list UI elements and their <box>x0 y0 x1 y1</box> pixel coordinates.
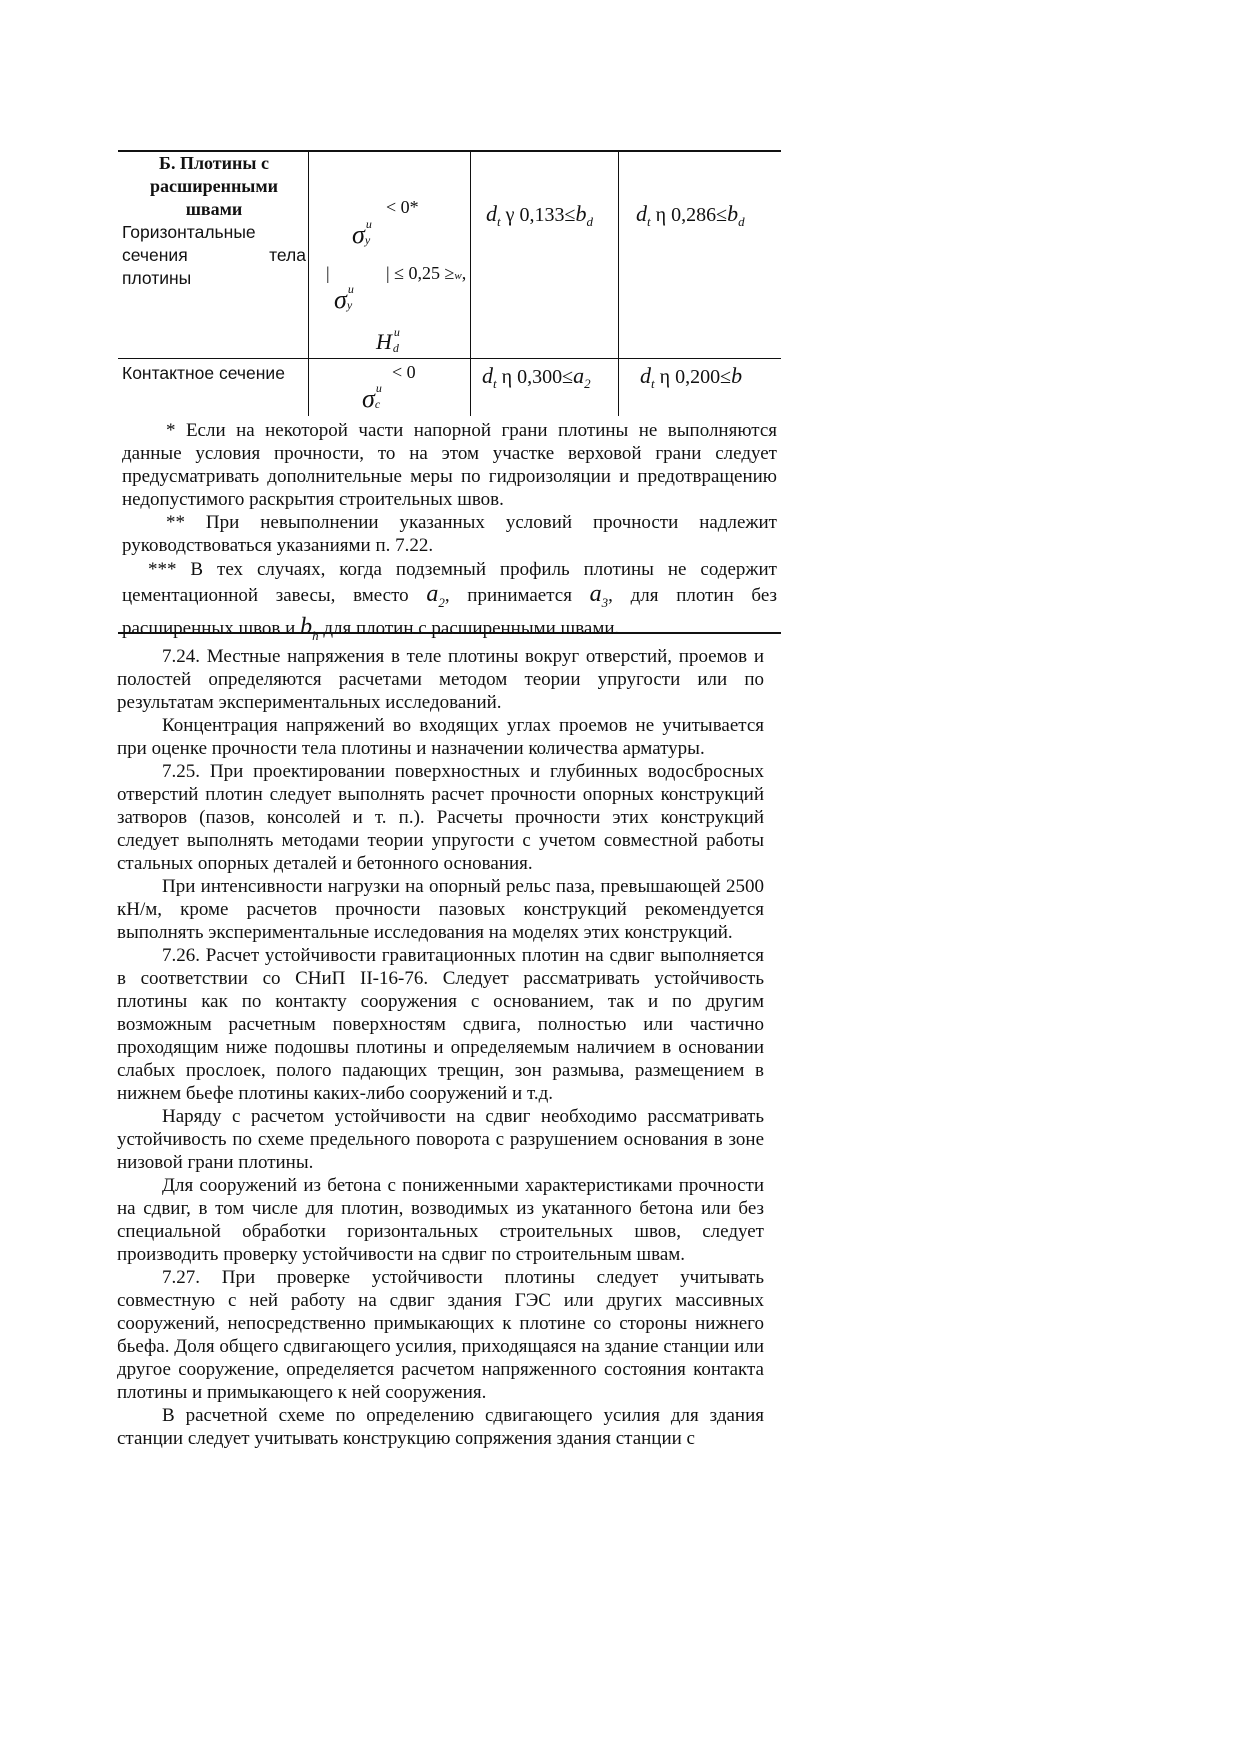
footnote-3-part-d: для плотин с расширенными швами. <box>318 617 620 639</box>
condition-abs-less-equal <box>386 262 466 288</box>
body-text <box>117 645 764 1450</box>
condition-sub-w: w <box>454 270 462 282</box>
d-sub: d <box>586 214 593 229</box>
t-sub: t <box>497 214 501 229</box>
abs-bar-left: | <box>326 263 330 283</box>
paragraph-7-26: 7.26. Расчет устойчивости гравитационных плотин на сдвиг выполняется в соответствии со СНиП II-16-76. Следует рассматривать устойчивость плотины как по контакту сооружения с основанием, так и по другим возможным расчетным поверхностям сдвига, полностью или частично проходящим ниже подошвы плотины и определяемым наличием в основании слабых прослоек, полого падающих трещин, зон размыва, размещением в нижнем бьефе плотины каких-либо сооружений и т.д. <box>117 945 764 1104</box>
paragraph-rotation-stability: Наряду с расчетом устойчивости на сдвиг необходимо рассматривать устойчивость по схеме предельного поворота с разрушением основания в зоне низовой грани плотины. <box>117 1106 764 1173</box>
b-letter: b <box>731 363 743 388</box>
bh-symbol <box>300 613 319 643</box>
h-superscript-u: u <box>393 325 400 339</box>
paragraph-design-scheme: В расчетной схеме по определению сдвигающего усилия для здания станции следует учитывать конструкцию сопряжения здания станции с <box>117 1405 764 1449</box>
t-sub: t <box>647 214 651 229</box>
formula-gamma-0133 <box>486 202 593 233</box>
formula-text: η 0,200≤ <box>654 366 732 388</box>
footnote-3 <box>122 557 777 648</box>
sigma-symbol-c: σ <box>362 384 375 413</box>
formula-text: γ 0,133≤ <box>500 204 576 226</box>
subscript-y: y <box>364 233 371 247</box>
footnote-1: * Если на некоторой части напорной грани плотины не выполняются данные условия прочности, то на этом участке верховой грани следует предусматривать дополнительные меры по гидроизоляции и предотвращению недопустимого раскрытия строительных швов. <box>122 420 777 510</box>
b-letter: b <box>575 201 587 226</box>
d-letter: d <box>482 363 493 388</box>
sigma-y-u-symbol <box>352 217 372 249</box>
sigma-y-u-symbol-2 <box>334 282 354 314</box>
formula-text: η 0,286≤ <box>650 204 728 226</box>
condition-less-than-zero: < 0* <box>386 197 419 217</box>
d-letter: d <box>636 201 647 226</box>
formula-text: η 0,300≤ <box>496 366 574 388</box>
table-row-label-line1: Горизонтальные <box>122 222 256 242</box>
strength-conditions-table <box>118 150 781 416</box>
h-subscript-d: d <box>392 341 399 355</box>
table-row-label-line2: сечения тела <box>122 245 306 265</box>
footnotes-bottom-rule <box>118 632 781 634</box>
paragraph-7-25: 7.25. При проектировании поверхностных и глубинных водосбросных отверстий плотин следует выполнять расчет прочности опорных конструкций затворов (пазов, консолей и т. п.). Расчеты прочности этих конструкций следует выполнять методами теории упругости с учетом совместной работы стальных опорных деталей и бетонного основания. <box>117 761 764 874</box>
d-letter: d <box>640 363 651 388</box>
footnote-3-part-b: , принимается <box>444 585 590 606</box>
table-col-divider-2 <box>470 150 471 416</box>
a-letter: a <box>573 363 585 388</box>
b-letter: b <box>727 201 739 226</box>
footnote-3-part-a: *** В тех случаях, когда подземный профиль плотины не содержит цементационной завесы, вместо <box>122 559 777 606</box>
d-letter: d <box>486 201 497 226</box>
bh-sub: h <box>312 627 319 643</box>
paragraph-rail-load: При интенсивности нагрузки на опорный рельс паза, превышающей 2500 кН/м, кроме расчетов прочности пазовых конструкций рекомендуется выполнять экспериментальные исследования на моделях этих конструкций. <box>117 876 764 943</box>
bh-letter: b <box>300 613 313 640</box>
d-sub: d <box>738 214 745 229</box>
table-row-label-line3: плотины <box>122 268 192 288</box>
formula-eta-0300 <box>482 364 591 395</box>
table-row-divider <box>118 358 781 359</box>
formula-eta-0200 <box>640 364 742 395</box>
condition-abs-text: | ≤ 0,25 ≥ <box>386 263 455 283</box>
sigma-c-u-symbol <box>362 381 382 413</box>
t-sub: t <box>493 376 497 391</box>
superscript-u-2: u <box>347 282 354 296</box>
a2-letter: a <box>426 581 439 607</box>
a2-sub: 2 <box>438 594 445 610</box>
a-sub: 2 <box>584 376 591 391</box>
table-col-divider-3 <box>618 150 619 416</box>
contact-section-label: Контактное сечение <box>122 363 285 383</box>
condition-comma: , <box>461 263 467 283</box>
table-col-divider-1 <box>308 150 309 416</box>
footnote-3-part-c: , для плотин без расширенных швов и <box>122 585 778 639</box>
paragraph-7-27: 7.27. При проверке устойчивости плотины следует учитывать совместную с ней работу на сдвиг здания ГЭС или других массивных сооружений, непосредственно примыкающих к плотине со стороны нижнего бьефа. Доля общего сдвигающего усилия, приходящаяся на здание станции или другое сооружение, определяется расчетом напряженного состояния контакта плотины и примыкающего к ней сооружения. <box>117 1267 764 1403</box>
subscript-y-2: y <box>346 298 353 312</box>
superscript-u: u <box>365 217 372 231</box>
paragraph-7-24: 7.24. Местные напряжения в теле плотины вокруг отверстий, проемов и полостей определяются расчетами методом теории упругости или по результатам экспериментальных исследований. <box>117 646 764 713</box>
t-sub: t <box>651 376 655 391</box>
contact-condition: < 0 <box>392 362 416 382</box>
paragraph-low-strength-concrete: Для сооружений из бетона с пониженными характеристиками прочности на сдвиг, в том числе для плотин, возводимых из укатанного бетона или без специальной обработки горизонтальных строительных швов, следует производить проверку устойчивости на сдвиг по строительным швам. <box>117 1175 764 1265</box>
table-footnotes <box>122 419 777 648</box>
subscript-c: c <box>374 397 381 411</box>
table-section-heading: Б. Плотины с расширенными швами <box>150 153 278 219</box>
h-d-u-symbol <box>376 325 400 355</box>
a3-sub: 3 <box>601 594 609 610</box>
paragraph-stress-concentration: Концентрация напряжений во входящих углах проемов не учитывается при оценке прочности тела плотины и назначении количества арматуры. <box>117 715 764 759</box>
sigma-symbol-2: σ <box>334 285 347 314</box>
h-letter: H <box>376 329 392 354</box>
superscript-u-c: u <box>375 381 382 395</box>
footnote-2: ** При невыполнении указанных условий прочности надлежит руководствоваться указаниями п. 7.22. <box>122 512 777 556</box>
sigma-symbol: σ <box>352 220 365 249</box>
formula-eta-0286 <box>636 202 745 233</box>
a3-letter: a <box>589 581 602 607</box>
a3-symbol <box>589 581 609 610</box>
a2-symbol <box>426 581 445 610</box>
